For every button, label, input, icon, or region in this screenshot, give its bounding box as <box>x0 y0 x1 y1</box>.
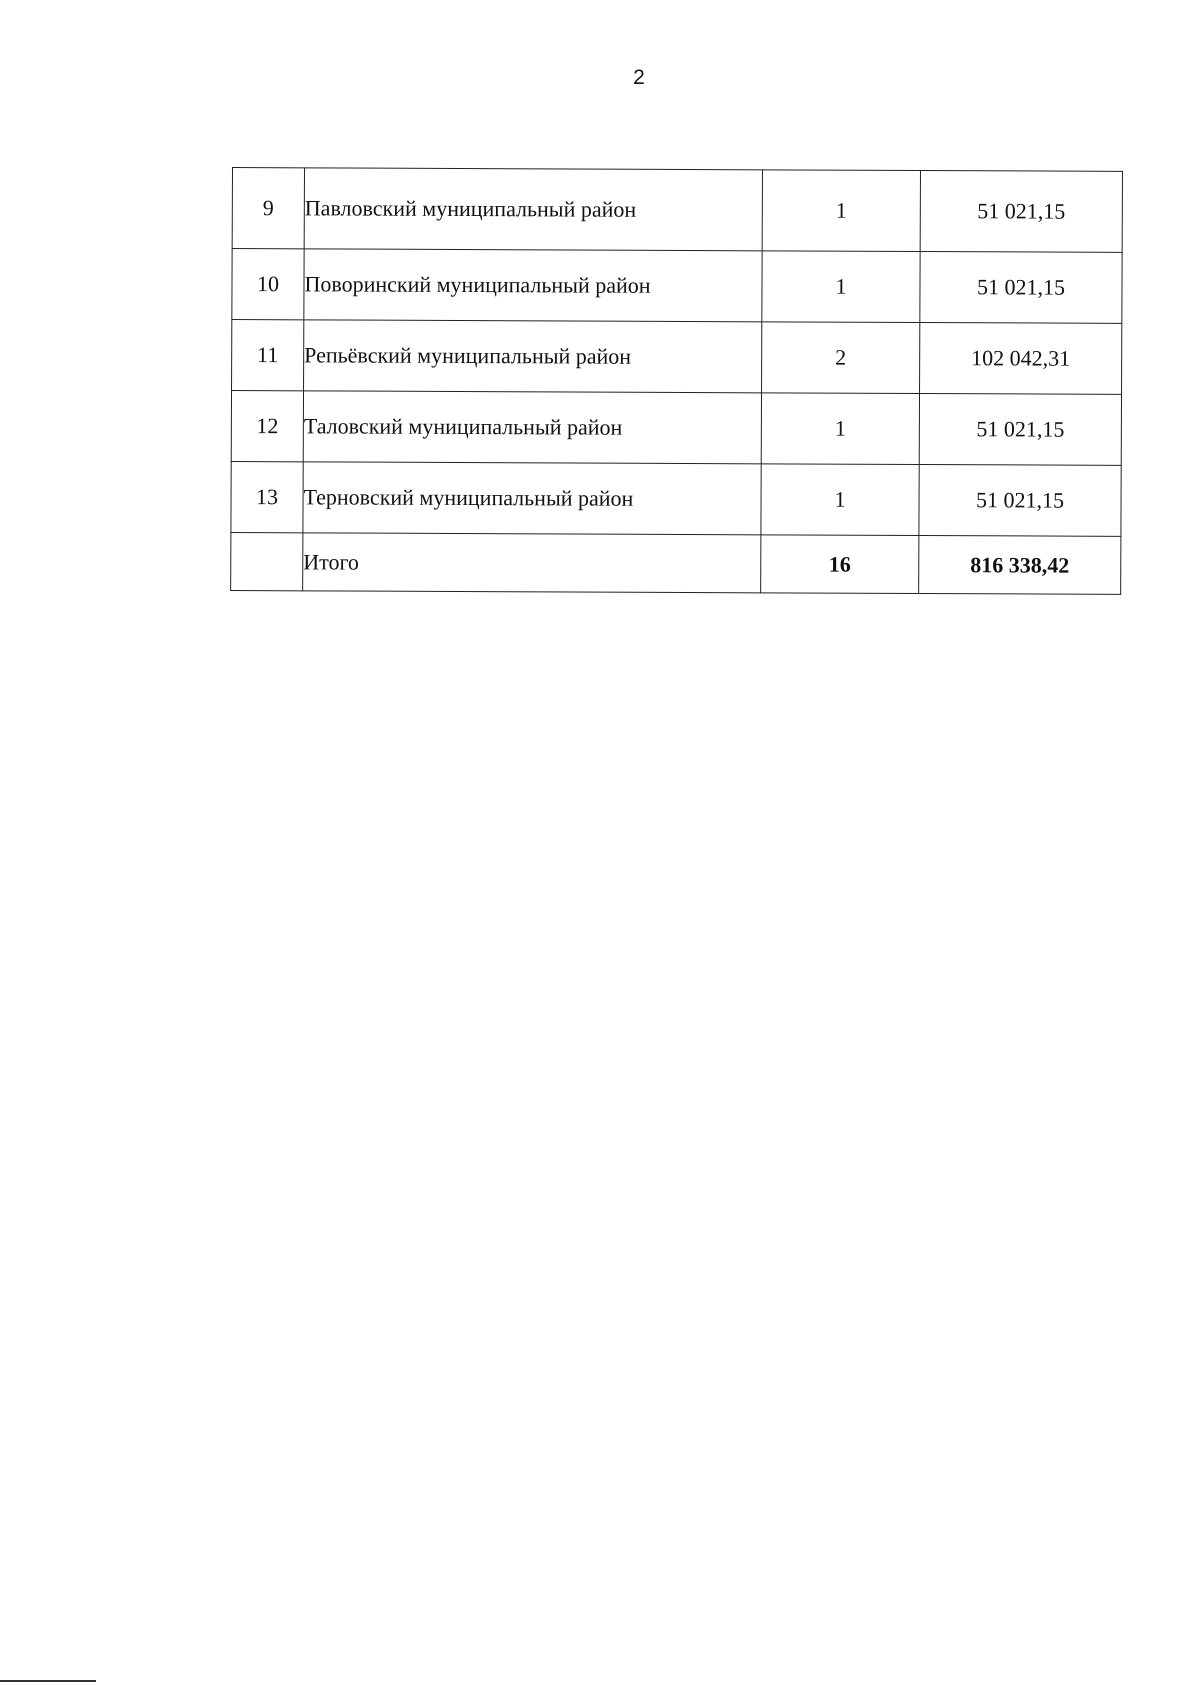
count-value: 1 <box>762 170 920 252</box>
count-value: 1 <box>762 251 920 323</box>
table-container <box>230 167 1123 595</box>
table-row <box>232 320 1122 395</box>
total-label: Итого <box>303 533 761 593</box>
count-value: 2 <box>762 322 920 394</box>
row-number: 10 <box>232 249 304 320</box>
row-number: 9 <box>232 168 304 249</box>
district-name: Таловский муниципальный район <box>303 391 761 464</box>
row-number: 12 <box>231 391 303 462</box>
sum-value: 51 021,15 <box>919 465 1121 537</box>
sum-value: 51 021,15 <box>919 394 1121 466</box>
row-number: 11 <box>232 320 304 391</box>
count-value: 1 <box>761 464 919 536</box>
total-row <box>231 532 1121 594</box>
district-name: Павловский муниципальный район <box>304 168 762 251</box>
total-sum: 816 338,42 <box>919 536 1121 595</box>
district-name: Терновский муниципальный район <box>303 462 761 535</box>
total-row-number <box>231 532 303 590</box>
sum-value: 102 042,31 <box>920 323 1122 395</box>
sum-value: 51 021,15 <box>920 171 1122 253</box>
row-number: 13 <box>231 461 303 532</box>
table-row <box>232 249 1122 324</box>
table-row <box>232 168 1122 253</box>
page-number: 2 <box>633 66 645 89</box>
district-allocation-table <box>230 167 1123 595</box>
table-row <box>231 391 1121 466</box>
table-row <box>231 461 1121 536</box>
district-name: Репьёвский муниципальный район <box>304 320 762 393</box>
scan-edge-mark <box>0 1680 96 1682</box>
district-name: Поворинский муниципальный район <box>304 249 762 322</box>
count-value: 1 <box>761 393 919 465</box>
sum-value: 51 021,15 <box>920 252 1122 324</box>
total-count: 16 <box>761 535 919 594</box>
